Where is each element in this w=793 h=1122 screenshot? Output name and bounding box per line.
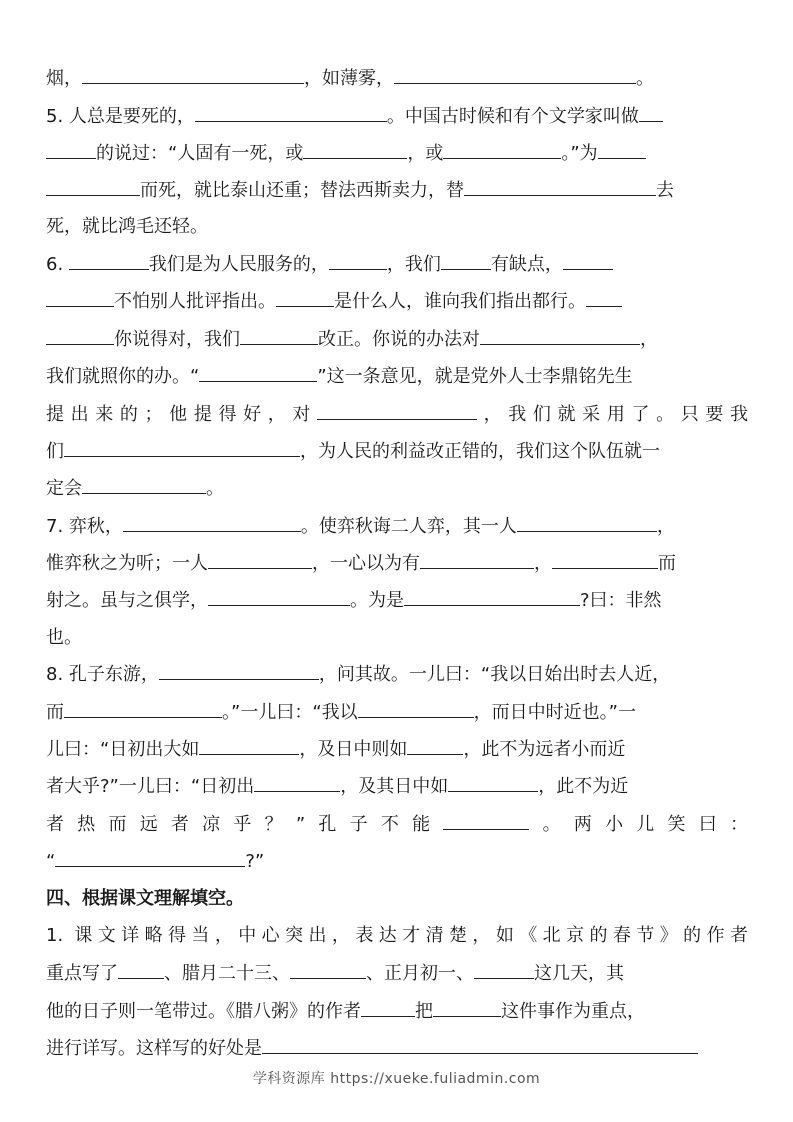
text-segment: ，: [656, 516, 675, 537]
text-segment: ，我们: [386, 254, 441, 275]
answer-blank[interactable]: [358, 700, 474, 718]
text-line: [46, 364, 748, 388]
text-line: [46, 551, 748, 575]
answer-blank[interactable]: [394, 66, 636, 84]
text-segment: 我们就照你的办。“: [46, 366, 200, 387]
text-line: [46, 141, 748, 165]
answer-blank[interactable]: [443, 141, 561, 159]
text-segment: ，: [534, 553, 552, 574]
text-segment: 射之。虽与之俱学，: [46, 590, 208, 611]
text-segment: 们: [46, 441, 64, 462]
text-segment: ，此不为远者小而近: [463, 739, 626, 760]
answer-blank[interactable]: [480, 327, 640, 345]
text-line: [46, 476, 748, 500]
text-segment: 6.: [46, 254, 69, 275]
answer-blank[interactable]: [262, 1036, 698, 1054]
answer-blank[interactable]: [639, 104, 663, 122]
text-segment: ”这一条意见，就是党外人士李鼎铭先生: [317, 366, 633, 387]
answer-blank[interactable]: [290, 961, 366, 979]
text-segment: ，及日中则如: [299, 739, 408, 760]
text-segment: 这件事作为重点，: [501, 1001, 645, 1022]
section-heading: [46, 887, 748, 911]
text-line: [46, 849, 748, 873]
text-line: [46, 1036, 748, 1060]
text-segment: 提出来的；他提得好，对: [46, 404, 317, 425]
text-segment: 而死，就比泰山还重；替法西斯卖力，替: [140, 180, 464, 201]
text-segment: 他的日子则一笔带过。《腊八粥》的作者: [46, 1001, 361, 1022]
answer-blank[interactable]: [55, 849, 245, 867]
text-line: [46, 327, 748, 351]
answer-blank[interactable]: [474, 961, 534, 979]
answer-blank[interactable]: [404, 588, 580, 606]
answer-blank[interactable]: [199, 737, 299, 755]
text-line: [46, 924, 748, 948]
answer-blank[interactable]: [69, 252, 149, 270]
text-line: [46, 662, 748, 686]
text-line: [46, 626, 748, 650]
answer-blank[interactable]: [118, 961, 164, 979]
text-line: [46, 737, 748, 761]
footer-watermark: 学科资源库 https://xueke.fuliadmin.com: [252, 1071, 541, 1087]
text-segment: 也。: [46, 627, 82, 648]
text-segment: ，而日中时近也。”一: [473, 702, 636, 723]
answer-blank[interactable]: [199, 364, 317, 382]
answer-blank[interactable]: [64, 439, 300, 457]
text-segment: 。: [206, 478, 224, 499]
text-segment: 而: [658, 553, 676, 574]
text-segment: 这几天，其: [534, 963, 624, 984]
text-segment: ，我们就采用了。只要我: [477, 404, 748, 425]
answer-blank[interactable]: [82, 476, 206, 494]
text-segment: 。使弈秋诲二人弈，其一人: [300, 516, 517, 537]
text-line: [46, 774, 748, 798]
text-line: [46, 588, 748, 612]
answer-blank[interactable]: [208, 588, 350, 606]
text-line: [46, 66, 748, 90]
answer-blank[interactable]: [46, 141, 96, 159]
text-segment: 重点写了: [46, 963, 118, 984]
answer-blank[interactable]: [46, 289, 114, 307]
answer-blank[interactable]: [208, 551, 312, 569]
answer-blank[interactable]: [82, 66, 304, 84]
text-line: [46, 961, 748, 985]
text-segment: 7. 弈秋，: [46, 516, 123, 537]
text-segment: 四、根据课文理解填空。: [46, 888, 244, 909]
text-segment: ，: [640, 329, 658, 350]
text-segment: 。中国古时候和有个文学家叫做: [386, 106, 639, 127]
answer-blank[interactable]: [254, 774, 340, 792]
text-segment: 烟，: [46, 68, 82, 89]
text-segment: 5. 人总是要死的，: [46, 106, 195, 127]
answer-blank[interactable]: [240, 327, 318, 345]
text-line: [46, 439, 748, 463]
text-segment: 。: [636, 68, 654, 89]
text-segment: 儿曰：“日初出大如: [46, 739, 200, 760]
text-segment: ?”: [245, 851, 265, 872]
answer-blank[interactable]: [407, 737, 463, 755]
text-line: [46, 289, 748, 313]
answer-blank[interactable]: [563, 252, 613, 270]
text-segment: 、腊月二十三、: [164, 963, 290, 984]
answer-blank[interactable]: [46, 178, 140, 196]
answer-blank[interactable]: [46, 327, 114, 345]
text-segment: 的说过：“人固有一死，或: [96, 143, 304, 164]
answer-blank[interactable]: [443, 812, 529, 830]
text-segment: 8. 孔子东游，: [46, 664, 159, 685]
text-segment: ，问其故。一儿曰：“我以日始出时去人近，: [318, 664, 671, 685]
text-segment: 改正。你说的办法对: [318, 329, 480, 350]
answer-blank[interactable]: [448, 774, 538, 792]
text-segment: 。”为: [561, 143, 598, 164]
text-line: [46, 402, 748, 426]
text-line: [46, 215, 748, 239]
answer-blank[interactable]: [598, 141, 646, 159]
text-segment: ，如薄雾，: [304, 68, 394, 89]
text-segment: ，或: [407, 143, 444, 164]
text-line: [46, 999, 748, 1023]
text-segment: ，一心以为有: [312, 553, 420, 574]
text-line: [46, 514, 748, 538]
answer-blank[interactable]: [517, 514, 657, 532]
text-segment: 死，就比鸿毛还轻。: [46, 216, 208, 237]
answer-blank[interactable]: [195, 104, 387, 122]
text-segment: ，为人民的利益改正错的，我们这个队伍就一: [300, 441, 660, 462]
answer-blank[interactable]: [159, 662, 319, 680]
text-segment: 把: [415, 1001, 433, 1022]
text-segment: 是什么人，谁向我们指出都行。: [334, 291, 586, 312]
text-segment: 你说得对，我们: [114, 329, 240, 350]
text-segment: ，此不为近: [538, 776, 629, 797]
text-segment: ，及其日中如: [340, 776, 449, 797]
text-segment: 去: [656, 180, 674, 201]
text-segment: 有缺点，: [490, 254, 563, 275]
text-segment: 。两小儿笑曰：: [529, 814, 749, 835]
text-segment: “: [46, 851, 56, 872]
answer-blank[interactable]: [64, 700, 222, 718]
text-segment: 定会: [46, 478, 82, 499]
text-segment: 、正月初一、: [366, 963, 474, 984]
answer-blank[interactable]: [317, 402, 477, 420]
answer-blank[interactable]: [586, 289, 622, 307]
text-line: [46, 252, 748, 276]
answer-blank[interactable]: [464, 178, 656, 196]
text-segment: 。”一儿曰：“我以: [222, 702, 358, 723]
text-segment: 。为是: [350, 590, 404, 611]
text-line: [46, 700, 748, 724]
text-segment: ?曰：非然: [580, 590, 662, 611]
answer-blank[interactable]: [552, 551, 658, 569]
answer-blank[interactable]: [433, 999, 501, 1017]
text-segment: 而: [46, 702, 64, 723]
text-line: [46, 812, 748, 836]
text-segment: 不怕别人批评指出。: [114, 291, 276, 312]
text-segment: 惟弈秋之为听；一人: [46, 553, 208, 574]
answer-blank[interactable]: [441, 252, 491, 270]
text-segment: 者大乎?”一儿曰：“日初出: [46, 776, 255, 797]
text-line: [46, 104, 748, 128]
answer-blank[interactable]: [329, 252, 387, 270]
answer-blank[interactable]: [420, 551, 534, 569]
answer-blank[interactable]: [303, 141, 407, 159]
text-segment: 1. 课文详略得当，中心突出，表达才清楚，如《北京的春节》的作者: [46, 925, 748, 946]
answer-blank[interactable]: [123, 514, 301, 532]
text-line: [46, 178, 748, 202]
answer-blank[interactable]: [361, 999, 415, 1017]
text-segment: 者热而远者凉乎？”孔子不能: [46, 814, 444, 835]
answer-blank[interactable]: [276, 289, 334, 307]
text-segment: 进行详写。这样写的好处是: [46, 1038, 262, 1059]
text-segment: 我们是为人民服务的，: [148, 254, 329, 275]
